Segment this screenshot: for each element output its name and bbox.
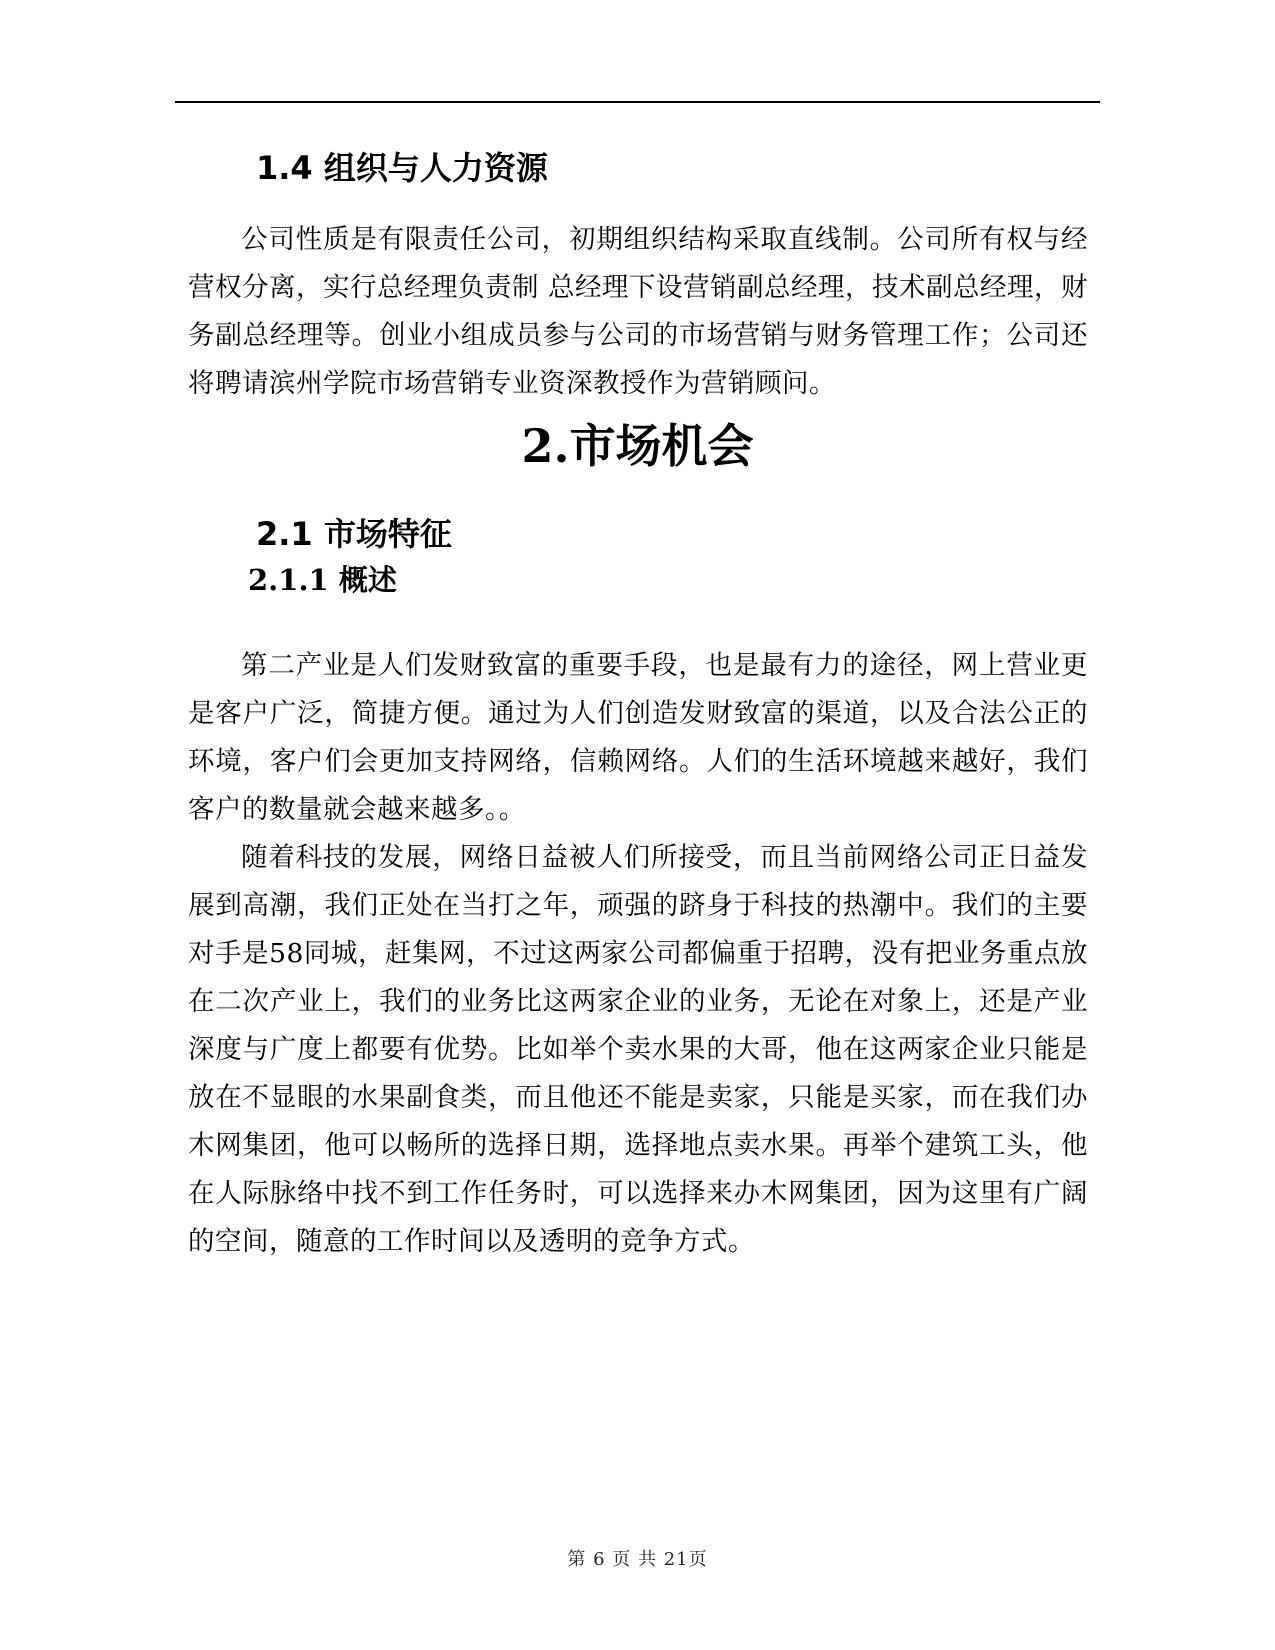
overview-paragraph-2: 随着科技的发展，网络日益被人们所接受，而且当前网络公司正日益发展到高潮，我们正处在当打之年，顽强的跻身于科技的热潮中。我们的主要对手是58同城，赶集网，不过这两家公司都偏重于招聘，没有把业务重点放在二次产业上，我们的业务比这两家企业的业务，无论在对象上，还是产业深度与广度上都要有优势。比如举个卖水果的大哥，他在这两家企业只能是放在不显眼的水果副食类，而且他还不能是卖家，只能是买家，而在我们办木网集团，他可以畅所的选择日期，选择地点卖水果。再举个建筑工头，他在人际脉络中找不到工作任务时，可以选择来办木网集团，因为这里有广阔的空间，随意的工作时间以及透明的竞争方式。 [188,842,1088,1257]
section-1-4-heading: 1.4 组织与人力资源 [256,149,548,187]
page-number-footer: 第 6 页 共 21页 [567,1549,708,1570]
section-2-1-1-heading: 2.1.1 概述 [248,563,397,597]
section-1-4-paragraph: 公司性质是有限责任公司，初期组织结构采取直线制。公司所有权与经营权分离，实行总经理负责制 总经理下设营销副总经理，技术副总经理，财务副总经理等。创业小组成员参与公司的市场营销与财务管理工作；公司还将聘请滨州学院市场营销专业资深教授作为营销顾问。 [188,224,1088,399]
header-rule [175,101,1100,103]
chapter-2-heading: 2.市场机会 [521,419,754,473]
overview-paragraph-1: 第二产业是人们发财致富的重要手段，也是最有力的途径，网上营业更是客户广泛，简捷方便。通过为人们创造发财致富的渠道，以及合法公正的环境，客户们会更加支持网络，信赖网络。人们的生活环境越来越好，我们客户的数量就会越来越多。。 [188,650,1088,825]
section-2-1-heading: 2.1 市场特征 [256,515,452,553]
